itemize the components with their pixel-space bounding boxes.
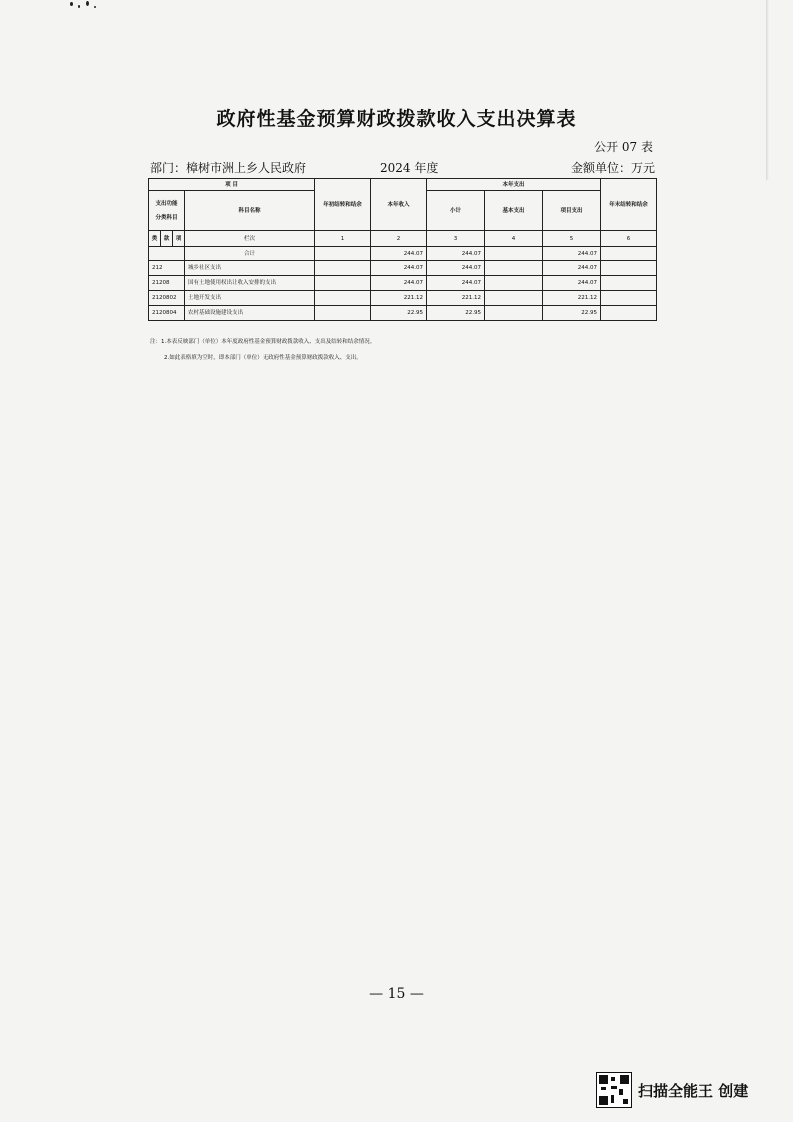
table-notes <box>150 334 375 366</box>
fiscal-year: 2024 年度 <box>380 161 439 175</box>
row-basic <box>485 261 543 276</box>
header-begin-balance: 年初结转和结余 <box>315 179 371 231</box>
lanci-label: 栏次 <box>185 231 315 247</box>
total-project: 244.07 <box>543 247 601 261</box>
row-end <box>601 261 657 276</box>
table-row <box>149 261 657 276</box>
row-name: 农村基础设施建设支出 <box>185 306 315 321</box>
total-code <box>149 247 185 261</box>
row-income: 244.07 <box>371 261 427 276</box>
row-begin <box>315 261 371 276</box>
row-begin <box>315 306 371 321</box>
row-name: 土地开发支出 <box>185 291 315 306</box>
header-project-exp: 项目支出 <box>543 191 601 231</box>
total-row <box>149 247 657 261</box>
lanci-cell: 6 <box>601 231 657 247</box>
total-begin <box>315 247 371 261</box>
row-code: 2120802 <box>149 291 185 306</box>
page-number: — 15 — <box>369 986 424 1002</box>
lanci-cell: 1 <box>315 231 371 247</box>
header-row-1 <box>149 179 657 191</box>
header-func-class-line1: 支出功能 <box>155 200 178 207</box>
lanci-cell: 2 <box>371 231 427 247</box>
header-meta <box>150 159 655 177</box>
row-income: 221.12 <box>371 291 427 306</box>
department-label: 部门：樟树市洲上乡人民政府 <box>150 161 307 175</box>
header-kuan: 款 <box>161 231 173 247</box>
row-subtotal: 221.12 <box>427 291 485 306</box>
row-subtotal: 244.07 <box>427 261 485 276</box>
total-end <box>601 247 657 261</box>
row-subtotal: 244.07 <box>427 276 485 291</box>
row-subtotal: 22.95 <box>427 306 485 321</box>
row-project: 22.95 <box>543 306 601 321</box>
row-project: 244.07 <box>543 261 601 276</box>
page-title: 政府性基金预算财政拨款收入支出决算表 <box>216 108 577 130</box>
row-code: 212 <box>149 261 185 276</box>
row-basic <box>485 306 543 321</box>
table-row <box>149 291 657 306</box>
row-end <box>601 276 657 291</box>
page-fold-shadow <box>766 0 769 180</box>
row-name: 国有土地使用权出让收入安排的支出 <box>185 276 315 291</box>
row-name: 城乡社区支出 <box>185 261 315 276</box>
note-1: 注：1.本表反映部门（单位）本年度政府性基金预算财政拨款收入、支出及结转和结余情况。 <box>150 339 376 345</box>
row-basic <box>485 291 543 306</box>
scanner-label: 扫描全能王 创建 <box>638 1082 749 1100</box>
row-income: 244.07 <box>371 276 427 291</box>
total-label: 合计 <box>185 247 315 261</box>
scanner-watermark <box>596 1072 776 1108</box>
fund-budget-table <box>148 178 657 321</box>
table-number: 公开 07 表 <box>594 140 653 154</box>
row-project: 221.12 <box>543 291 601 306</box>
total-income: 244.07 <box>371 247 427 261</box>
header-func-class-line2: 分类科目 <box>155 214 178 221</box>
row-basic <box>485 276 543 291</box>
table-row <box>149 306 657 321</box>
qr-code-icon <box>596 1072 632 1108</box>
header-subject-name: 科目名称 <box>185 191 315 231</box>
row-begin <box>315 276 371 291</box>
lanci-cell: 3 <box>427 231 485 247</box>
header-current-expense: 本年支出 <box>427 179 601 191</box>
row-income: 22.95 <box>371 306 427 321</box>
header-project: 项 目 <box>149 179 315 191</box>
lanci-cell: 5 <box>543 231 601 247</box>
row-code: 2120804 <box>149 306 185 321</box>
row-end <box>601 291 657 306</box>
header-basic: 基本支出 <box>485 191 543 231</box>
lanci-cell: 4 <box>485 231 543 247</box>
row-begin <box>315 291 371 306</box>
header-xiang: 项 <box>173 231 185 247</box>
total-basic <box>485 247 543 261</box>
note-2: 2.如此表格填为空时，即本部门（单位）无政府性基金预算财政拨款收入、支出。 <box>164 355 362 361</box>
total-subtotal: 244.07 <box>427 247 485 261</box>
header-income: 本年收入 <box>371 179 427 231</box>
header-lei: 类 <box>149 231 161 247</box>
row-end <box>601 306 657 321</box>
header-subtotal: 小计 <box>427 191 485 231</box>
lanci-row <box>149 231 657 247</box>
row-project: 244.07 <box>543 276 601 291</box>
row-code: 21208 <box>149 276 185 291</box>
header-end-balance: 年末结转和结余 <box>601 179 657 231</box>
scan-smudge <box>66 0 106 12</box>
table-row <box>149 276 657 291</box>
header-func-class <box>149 191 185 231</box>
amount-unit: 金额单位：万元 <box>570 161 655 175</box>
